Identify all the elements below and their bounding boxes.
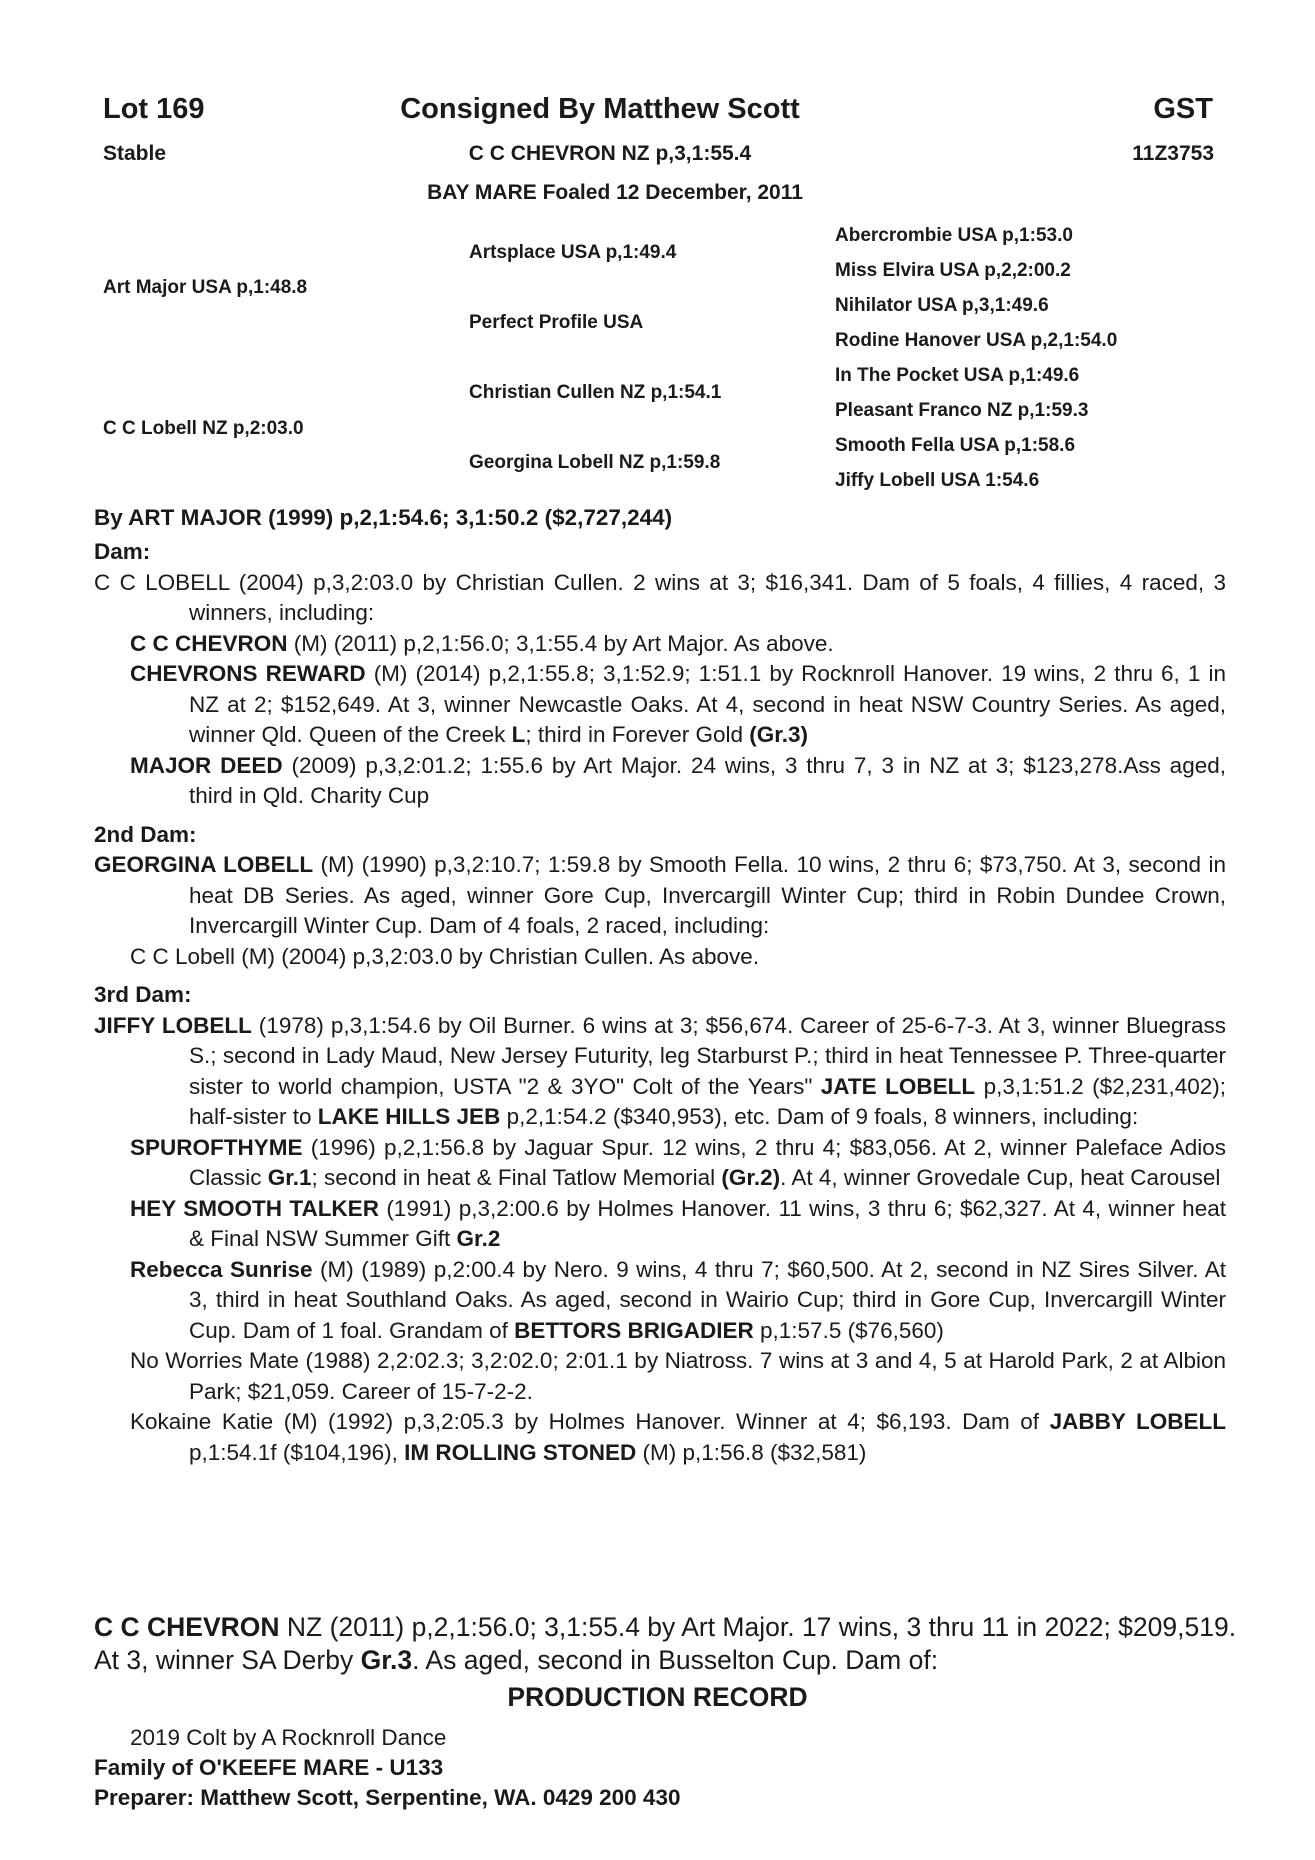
pedigree-ggp-5: In The Pocket USA p,1:49.6 <box>835 365 1080 386</box>
pedigree-ggp-6: Pleasant Franco NZ p,1:59.3 <box>835 400 1089 421</box>
dam-progeny-2 <box>94 659 1226 751</box>
dam3-progeny-2 <box>94 1194 1226 1255</box>
horse-line: C C CHEVRON NZ p,3,1:55.4 <box>468 142 752 165</box>
dam3-progeny-2-t1: (1991) p,3,2:00.6 by Holmes Hanover. 11 wins, 3 thru 6; $62,327. At 4, winner heat & Final NSW Summer Gift <box>189 1195 1226 1251</box>
dam3-progeny-1-b1: Gr.1 <box>267 1165 312 1190</box>
dam3-t1: (1978) p,3,1:54.6 by Oil Burner. 6 wins at 3; $56,674. Career of 25-6-7-3. At 3, winner Bluegrass S.; second in Lady Maud, New Jersey Futurity, leg Starburst P.; third in heat Tennessee P. Three-quarter sister to world champion, USTA "2 & 3YO" Colt of the Years" <box>189 1012 1226 1099</box>
dam3-t2: p,3,1:51.2 ($2,231,402); half-sister to <box>189 1073 1226 1129</box>
pedigree-grandparent-3: Christian Cullen NZ p,1:54.1 <box>469 382 722 403</box>
pedigree-ggp-1: Abercrombie USA p,1:53.0 <box>835 225 1073 246</box>
consignor: Consigned By Matthew Scott <box>400 93 800 125</box>
dam2-text: (M) (1990) p,3,2:10.7; 1:59.8 by Smooth Fella. 10 wins, 2 thru 6; $73,750. At 3, second in heat DB Series. As aged, winner Gore Cup, Invercargill Winter Cup; third in Robin Dundee Crown, Invercargill Winter Cup. Dam of 4 foals, 2 raced, including: <box>189 852 1226 938</box>
dam3-progeny-1-name: SPUROFTHYME <box>130 1134 303 1160</box>
summary-b1: Gr.3 <box>360 1645 413 1675</box>
dam3-progeny-1 <box>94 1133 1226 1194</box>
pedigree-ggp-3: Nihilator USA p,3,1:49.6 <box>835 295 1049 316</box>
summary-name: C C CHEVRON <box>94 1612 280 1642</box>
dam3-progeny-3-b1: BETTORS BRIGADIER <box>514 1317 754 1343</box>
pedigree-grandsire-1: Artsplace USA p,1:49.4 <box>469 242 677 263</box>
dam3-progeny-5-t3: (M) p,1:56.8 ($32,581) <box>636 1439 867 1465</box>
dam3-progeny-4-text: No Worries Mate (1988) 2,2:02.3; 3,2:02.0; 2:01.1 by Niatross. 7 wins at 3 and 4, 5 at Harold Park, 2 at Albion Park; $21,059. Career of 15-7-2-2. <box>130 1348 1226 1404</box>
pedigree-sire: Art Major USA p,1:48.8 <box>103 277 308 298</box>
pedigree-notes <box>94 537 1226 1468</box>
dam-progeny-2-name: CHEVRONS REWARD <box>130 661 366 686</box>
dam3-progeny-3 <box>94 1255 1226 1347</box>
pedigree-ggp-2: Miss Elvira USA p,2,2:00.2 <box>835 260 1071 281</box>
dam3-progeny-2-name: HEY SMOOTH TALKER <box>130 1195 379 1221</box>
dam3-progeny-3-t1: (M) (1989) p,2:00.4 by Nero. 9 wins, 4 thru 7; $60,500. At 2, second in NZ Sires Silver. At 3, third in heat Southland Oaks. As aged, second in Wairio Cup; third in Gore Cup, Invercargill Winter Cup. Dam of 1 foal. Grandam of <box>189 1256 1226 1343</box>
dam3-progeny-5-b2: IM ROLLING STONED <box>404 1439 637 1465</box>
dam3-name: JIFFY LOBELL <box>94 1012 252 1038</box>
family-line: Family of O'KEEFE MARE - U133 <box>94 1755 444 1780</box>
pedigree-grandparent-2: Perfect Profile USA <box>469 312 644 333</box>
dam3-entry <box>94 1011 1226 1133</box>
dam3-progeny-5-b1: JABBY LOBELL <box>1049 1409 1226 1434</box>
pedigree-grandparent-4: Georgina Lobell NZ p,1:59.8 <box>469 452 721 473</box>
dam3-progeny-1-t2: ; second in heat & Final Tatlow Memorial <box>311 1165 722 1190</box>
dam-progeny-1-text: (M) (2011) p,2,1:56.0; 3,1:55.4 by Art Major. As above. <box>287 630 834 656</box>
sale-code: GST <box>1153 93 1213 125</box>
dam3-progeny-4 <box>94 1346 1226 1407</box>
dam3-progeny-1-t1: (1996) p,2,1:56.8 by Jaguar Spur. 12 wins, 2 thru 4; $83,056. At 2, winner Paleface Adios Classic <box>189 1134 1226 1190</box>
dam3-progeny-2-b1: Gr.2 <box>456 1226 501 1251</box>
by-line: By ART MAJOR (1999) p,2,1:54.6; 3,1:50.2 ($2,727,244) <box>94 505 673 530</box>
dam-heading: Dam: <box>94 539 151 564</box>
pedigree-ggp-4: Rodine Hanover USA p,2,1:54.0 <box>835 330 1118 351</box>
dam3-progeny-5-t2: p,1:54.1f ($104,196), <box>189 1439 405 1465</box>
dam3-heading: 3rd Dam: <box>94 982 192 1007</box>
dam2-heading: 2nd Dam: <box>94 821 197 847</box>
production-entry: 2019 Colt by A Rocknroll Dance <box>130 1725 447 1750</box>
dam3-progeny-3-t2: p,1:57.5 ($76,560) <box>753 1317 944 1343</box>
dam3-progeny-5 <box>94 1407 1226 1468</box>
lot-number: Lot 169 <box>103 93 205 125</box>
preparer-line: Preparer: Matthew Scott, Serpentine, WA. 0429 200 430 <box>94 1785 681 1810</box>
dam-progeny-3-text: (2009) p,3,2:01.2; 1:55.6 by Art Major. 24 wins, 3 thru 7, 3 in NZ at 3; $123,278.Ass aged, third in Qld. Charity Cup <box>189 752 1226 808</box>
dam-progeny-1 <box>94 629 1226 660</box>
dam-progeny-2-b1: L <box>511 722 526 747</box>
dam-progeny-3-name: MAJOR DEED <box>130 752 283 778</box>
dam-progeny-3 <box>94 751 1226 812</box>
dam3-progeny-5-t1: Kokaine Katie (M) (1992) p,3,2:05.3 by Holmes Hanover. Winner at 4; $6,193. Dam of <box>130 1409 1050 1434</box>
dam3-b1: JATE LOBELL <box>820 1073 976 1099</box>
dam-progeny-2-t2: ; third in Forever Gold <box>525 722 750 747</box>
stable-label: Stable <box>103 142 167 165</box>
foaled-line: BAY MARE Foaled 12 December, 2011 <box>427 181 803 204</box>
dam-progeny-2-b2: (Gr.3) <box>749 722 809 747</box>
horse-summary <box>94 1611 1244 1677</box>
dam3-t3: p,2,1:54.2 ($340,953), etc. Dam of 9 foals, 8 winners, including: <box>500 1104 1139 1129</box>
dam2-progeny-1-text: C C Lobell (M) (2004) p,3,2:03.0 by Christian Cullen. As above. <box>130 943 760 969</box>
dam3-progeny-1-t3: . At 4, winner Grovedale Cup, heat Carousel <box>780 1165 1221 1190</box>
summary-t1: NZ (2011) p,2,1:56.0; 3,1:55.4 by Art Major. 17 wins, 3 thru 11 in 2022; $209,519. At 3, winner SA Derby <box>94 1612 1237 1675</box>
dam2-progeny-1 <box>94 942 1226 973</box>
dam2-name: GEORGINA LOBELL <box>94 852 314 877</box>
dam3-progeny-1-b2: (Gr.2) <box>721 1165 781 1190</box>
pedigree-ggp-7: Smooth Fella USA p,1:58.6 <box>835 435 1076 456</box>
dam-text: C C LOBELL (2004) p,3,2:03.0 by Christian Cullen. 2 wins at 3; $16,341. Dam of 5 foals, 4 fillies, 4 raced, 3 winners, including: <box>94 569 1226 625</box>
dam-progeny-2-text: (M) (2014) p,2,1:55.8; 3,1:52.9; 1:51.1 by Rocknroll Hanover. 19 wins, 2 thru 6, 1 in NZ at 2; $152,649. At 3, winner Newcastle Oaks. At 4, second in heat NSW Country Series. As aged, winner Qld. Queen of the Creek <box>189 661 1226 747</box>
dam-progeny-1-name: C C CHEVRON <box>130 630 288 656</box>
dam3-progeny-3-name: Rebecca Sunrise <box>130 1256 313 1282</box>
horse-id: 11Z3753 <box>1132 142 1214 165</box>
pedigree-dam: C C Lobell NZ p,2:03.0 <box>103 418 304 439</box>
production-record-title: PRODUCTION RECORD <box>507 1682 808 1712</box>
dam-entry <box>94 568 1226 629</box>
pedigree-ggp-8: Jiffy Lobell USA 1:54.6 <box>835 470 1040 491</box>
dam3-b2: LAKE HILLS JEB <box>317 1104 501 1129</box>
dam2-entry <box>94 850 1226 942</box>
summary-t2: . As aged, second in Busselton Cup. Dam of: <box>412 1645 939 1675</box>
